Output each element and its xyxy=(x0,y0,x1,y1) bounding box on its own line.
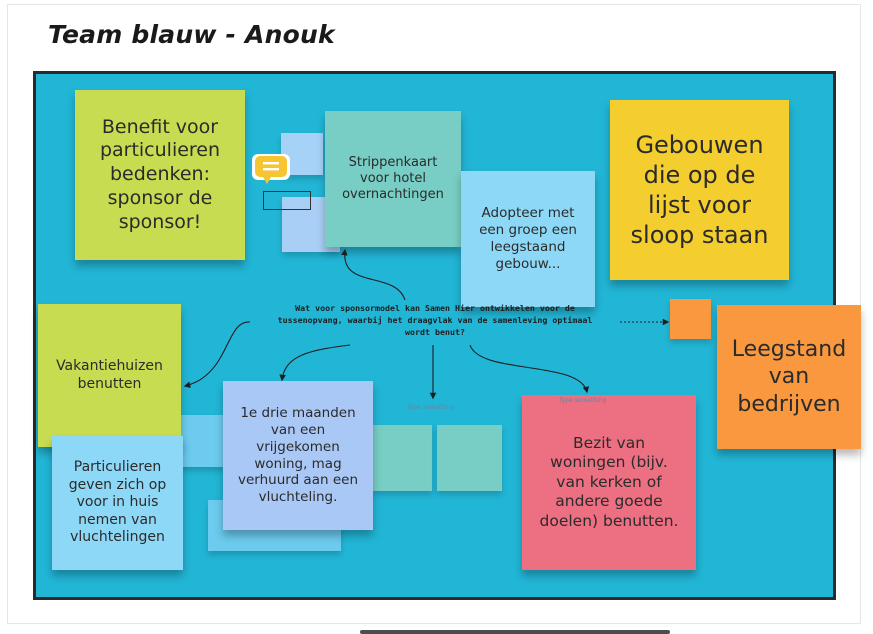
page-title: Team blauw - Anouk xyxy=(48,20,335,49)
horizontal-scrollbar[interactable] xyxy=(360,630,670,634)
note-particulieren-text: Particulieren geven zich op voor in huis nemen van vluchtelingen xyxy=(68,459,167,546)
note-adopteer-text: Adopteer met een groep een leegstaand gebouw... xyxy=(479,205,577,272)
placeholder-text[interactable]: Type something xyxy=(559,397,607,404)
central-question[interactable]: Wat voor sponsormodel kan Samen Hier ontwikkelen voor de tussenopvang, waarbij het draagvlak van de samenleving optimaal wordt benut? xyxy=(277,303,593,338)
arrow-to-drie-maanden xyxy=(282,345,350,380)
selection-box[interactable] xyxy=(263,191,311,210)
note-gebouwen-text: Gebouwen die op de lijst voor sloop staan xyxy=(630,131,769,249)
comment-icon[interactable] xyxy=(251,153,291,186)
note-benefit-text: Benefit voor particulieren bedenken: sponsor de sponsor! xyxy=(99,115,221,233)
placeholder-text[interactable]: Type something xyxy=(407,404,455,411)
note-leegstand-text: Leegstand van bedrijven xyxy=(731,336,847,417)
arrow-to-strippenkaart xyxy=(345,250,405,300)
arrow-to-bezit xyxy=(470,345,587,392)
note-drie-maanden-text: 1e drie maanden van een vrijgekomen woning, mag verhuurd aan een vluchteling. xyxy=(237,404,358,506)
note-vakantiehuizen-text: Vakantiehuizen benutten xyxy=(56,358,163,392)
arrow-to-vakantiehuizen xyxy=(185,322,250,386)
note-bezit-text: Bezit van woningen (bijv. van kerken of andere goede doelen) benutten. xyxy=(539,434,679,530)
note-strippenkaart-text: Strippenkaart voor hotel overnachtingen xyxy=(342,154,444,203)
